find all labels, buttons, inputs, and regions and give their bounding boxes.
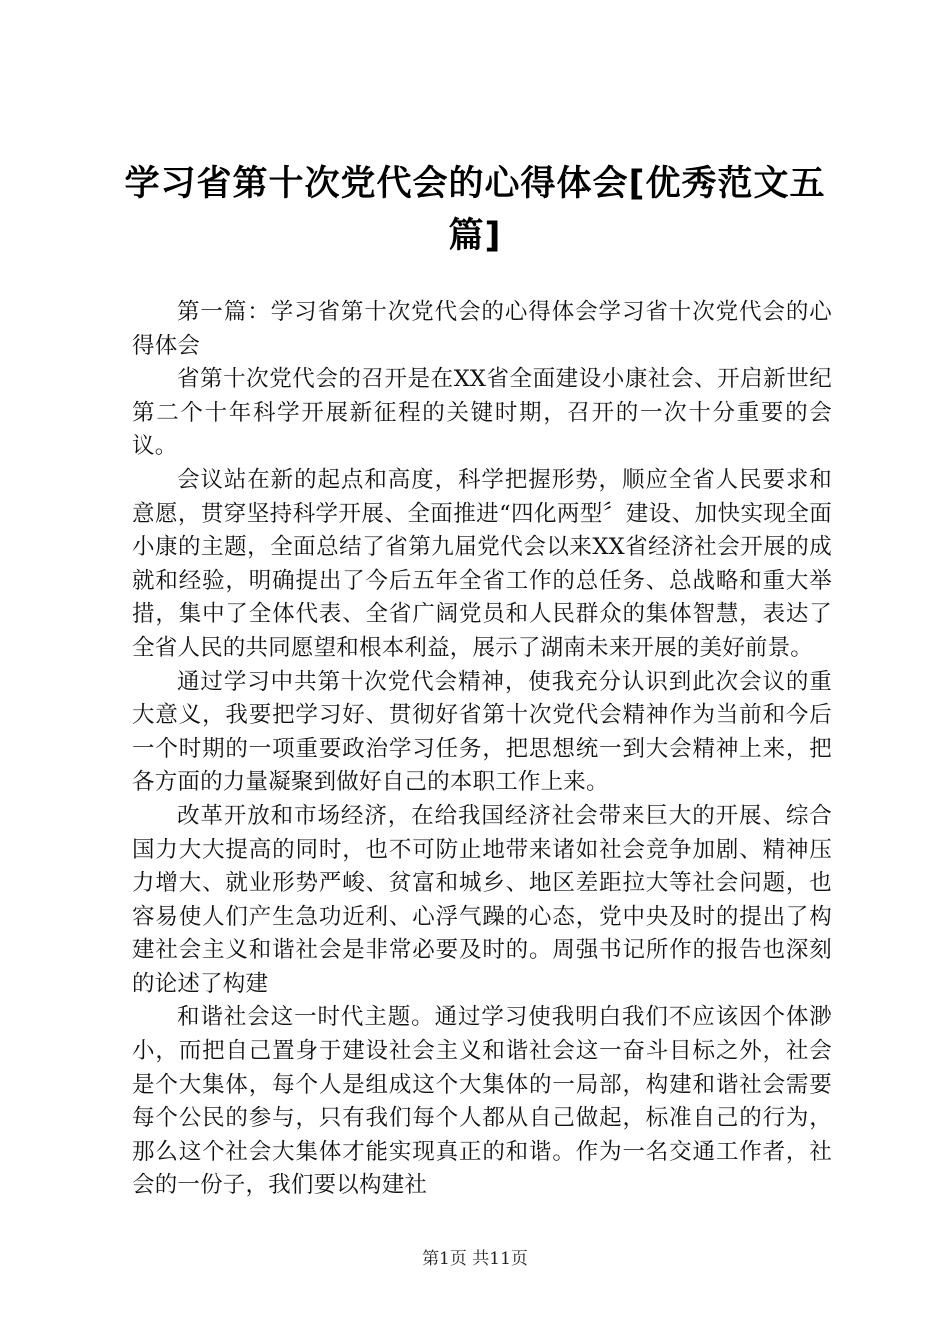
paragraph-4: 通过学习中共第十次党代会精神，使我充分认识到此次会议的重大意义，我要把学习好、贯彻好省第十次党代会精神作为当前和今后一个时期的一项重要政治学习任务，把思想统一到大会精神上来，把各方面的力量凝聚到做好自己的本职工作上来。: [132, 668, 832, 796]
paragraph-5: 改革开放和市场经济，在给我国经济社会带来巨大的开展、综合国力大大提高的同时，也不可防止地带来诸如社会竞争加剧、精神压力增大、就业形势严峻、贫富和城乡、地区差距拉大等社会问题，也容易使人们产生急功近利、心浮气躁的心态，党中央及时的提出了构建社会主义和谐社会是非常必要及时的。周强书记所作的报告也深刻的论述了构建: [132, 802, 832, 997]
document-body: [132, 296, 832, 1203]
paragraph-2: 省第十次党代会的召开是在XX省全面建设小康社会、开启新世纪第二个十年科学开展新征程的关键时期，召开的一次十分重要的会议。: [132, 366, 832, 460]
paragraph-6: 和谐社会这一时代主题。通过学习使我明白我们不应该因个体渺小，而把自己置身于建设社会主义和谐社会这一奋斗目标之外，社会是个大集体，每个人是组成这个大集体的一局部，构建和谐社会需要每个公民的参与，只有我们每个人都从自己做起，标准自己的行为，那么这个社会大集体才能实现真正的和谐。作为一名交通工作者，社会的一份子，我们要以构建社: [132, 1004, 832, 1199]
document-title: 学习省第十次党代会的心得体会[优秀范文五篇]: [124, 164, 826, 256]
page-footer: 第1页 共11页: [422, 1249, 528, 1269]
paragraph-3: 会议站在新的起点和高度，科学把握形势，顺应全省人民要求和意愿，贯穿坚持科学开展、全面推进“四化两型〞建设、加快实现全面小康的主题，全面总结了省第九届党代会以来XX省经济社会开展的成就和经验，明确提出了今后五年全省工作的总任务、总战略和重大举措，集中了全体代表、全省广阔党员和人民群众的集体智慧，表达了全省人民的共同愿望和根本利益，展示了湖南未来开展的美好前景。: [132, 466, 832, 661]
paragraph-1: 第一篇：学习省第十次党代会的心得体会学习省十次党代会的心得体会: [132, 299, 832, 359]
